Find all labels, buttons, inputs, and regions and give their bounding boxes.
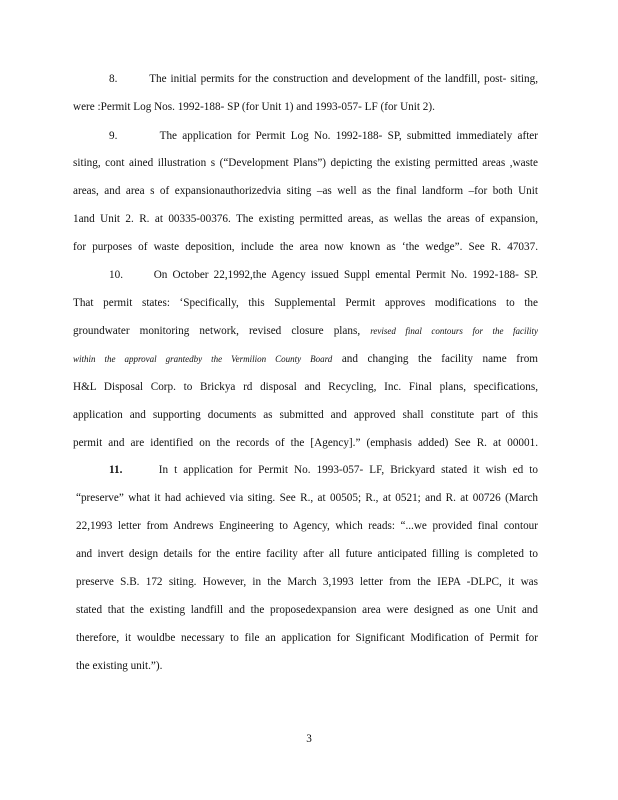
paragraph-10-line-2: That permit states: ‘Specifically, this Supplemental Permit approves modifications to the: [73, 297, 538, 309]
paragraph-11-line-6: stated that the existing landfill and the proposedexpansion area were designed as one Unit and: [76, 604, 538, 616]
paragraph-10-line-6: application and supporting documents as submitted and approved shall constitute part of this: [73, 409, 538, 421]
paragraph-11-line-2: “preserve” what it had achieved via siting. See R., at 00505; R., at 0521; and R. at 00726 (March: [76, 492, 538, 504]
paragraph-text: The application for Permit Log No. 1992-188- SP, submitted immediately after: [159, 130, 538, 142]
paragraph-10-line-5: H&L Disposal Corp. to Brickya rd disposal and Recycling, Inc. Final plans, specifications,: [73, 381, 538, 393]
paragraph-9-line-2: siting, cont ained illustration s (“Development Plans”) depicting the existing permitted areas ,waste: [73, 157, 538, 169]
paragraph-10-line-1: [109, 268, 538, 282]
italic-text: within the approval grantedby the Vermilion County Board: [73, 354, 333, 364]
paragraph-10-line-3: [73, 324, 538, 338]
paragraph-11-line-8: the existing unit.”).: [76, 660, 163, 672]
paragraph-number: 10.: [109, 269, 123, 281]
paragraph-10-line-7: permit and are identified on the records of the [Agency].” (emphasis added) See R. at 00001.: [73, 437, 538, 449]
paragraph-11-line-4: and invert design details for the entire facility after all future anticipated filling is completed to: [76, 548, 538, 560]
paragraph-9-line-4: 1and Unit 2. R. at 00335-00376. The existing permitted areas, as wellas the areas of expansion,: [73, 213, 538, 225]
plain-text: groundwater monitoring network, revised closure plans,: [73, 325, 361, 337]
paragraph-11-line-1: [109, 463, 538, 477]
page-number: 3: [306, 733, 312, 745]
italic-text: revised final contours for the facility: [370, 326, 538, 336]
paragraph-number: 11.: [109, 464, 123, 476]
paragraph-number: 8.: [109, 73, 118, 85]
plain-text: and changing the facility name from: [341, 353, 538, 365]
paragraph-9-line-1: [109, 129, 538, 143]
paragraph-8-line-2: were :Permit Log Nos. 1992-188- SP (for Unit 1) and 1993-057- LF (for Unit 2).: [73, 101, 435, 113]
paragraph-9-line-3: areas, and area s of expansionauthorizedvia siting –as well as the final landform –for both Unit: [73, 185, 538, 197]
paragraph-11-line-7: therefore, it wouldbe necessary to file an application for Significant Modification of Permit for: [76, 632, 538, 644]
paragraph-8-line-1: [109, 72, 538, 86]
paragraph-number: 9.: [109, 130, 118, 142]
paragraph-11-line-3: 22,1993 letter from Andrews Engineering to Agency, which reads: “...we provided final contour: [76, 520, 538, 532]
paragraph-text: In t application for Permit No. 1993-057- LF, Brickyard stated it wish ed to: [158, 464, 539, 476]
paragraph-text: The initial permits for the construction and development of the landfill, post- siting,: [149, 73, 539, 85]
paragraph-text: On October 22,1992,the Agency issued Suppl emental Permit No. 1992-188- SP.: [153, 269, 538, 281]
paragraph-9-line-5: for purposes of waste deposition, include the area now known as ‘the wedge”. See R. 47037.: [73, 241, 538, 253]
paragraph-11-line-5: preserve S.B. 172 siting. However, in the March 3,1993 letter from the IEPA -DLPC, it was: [76, 576, 538, 588]
paragraph-10-line-4: [73, 352, 538, 366]
